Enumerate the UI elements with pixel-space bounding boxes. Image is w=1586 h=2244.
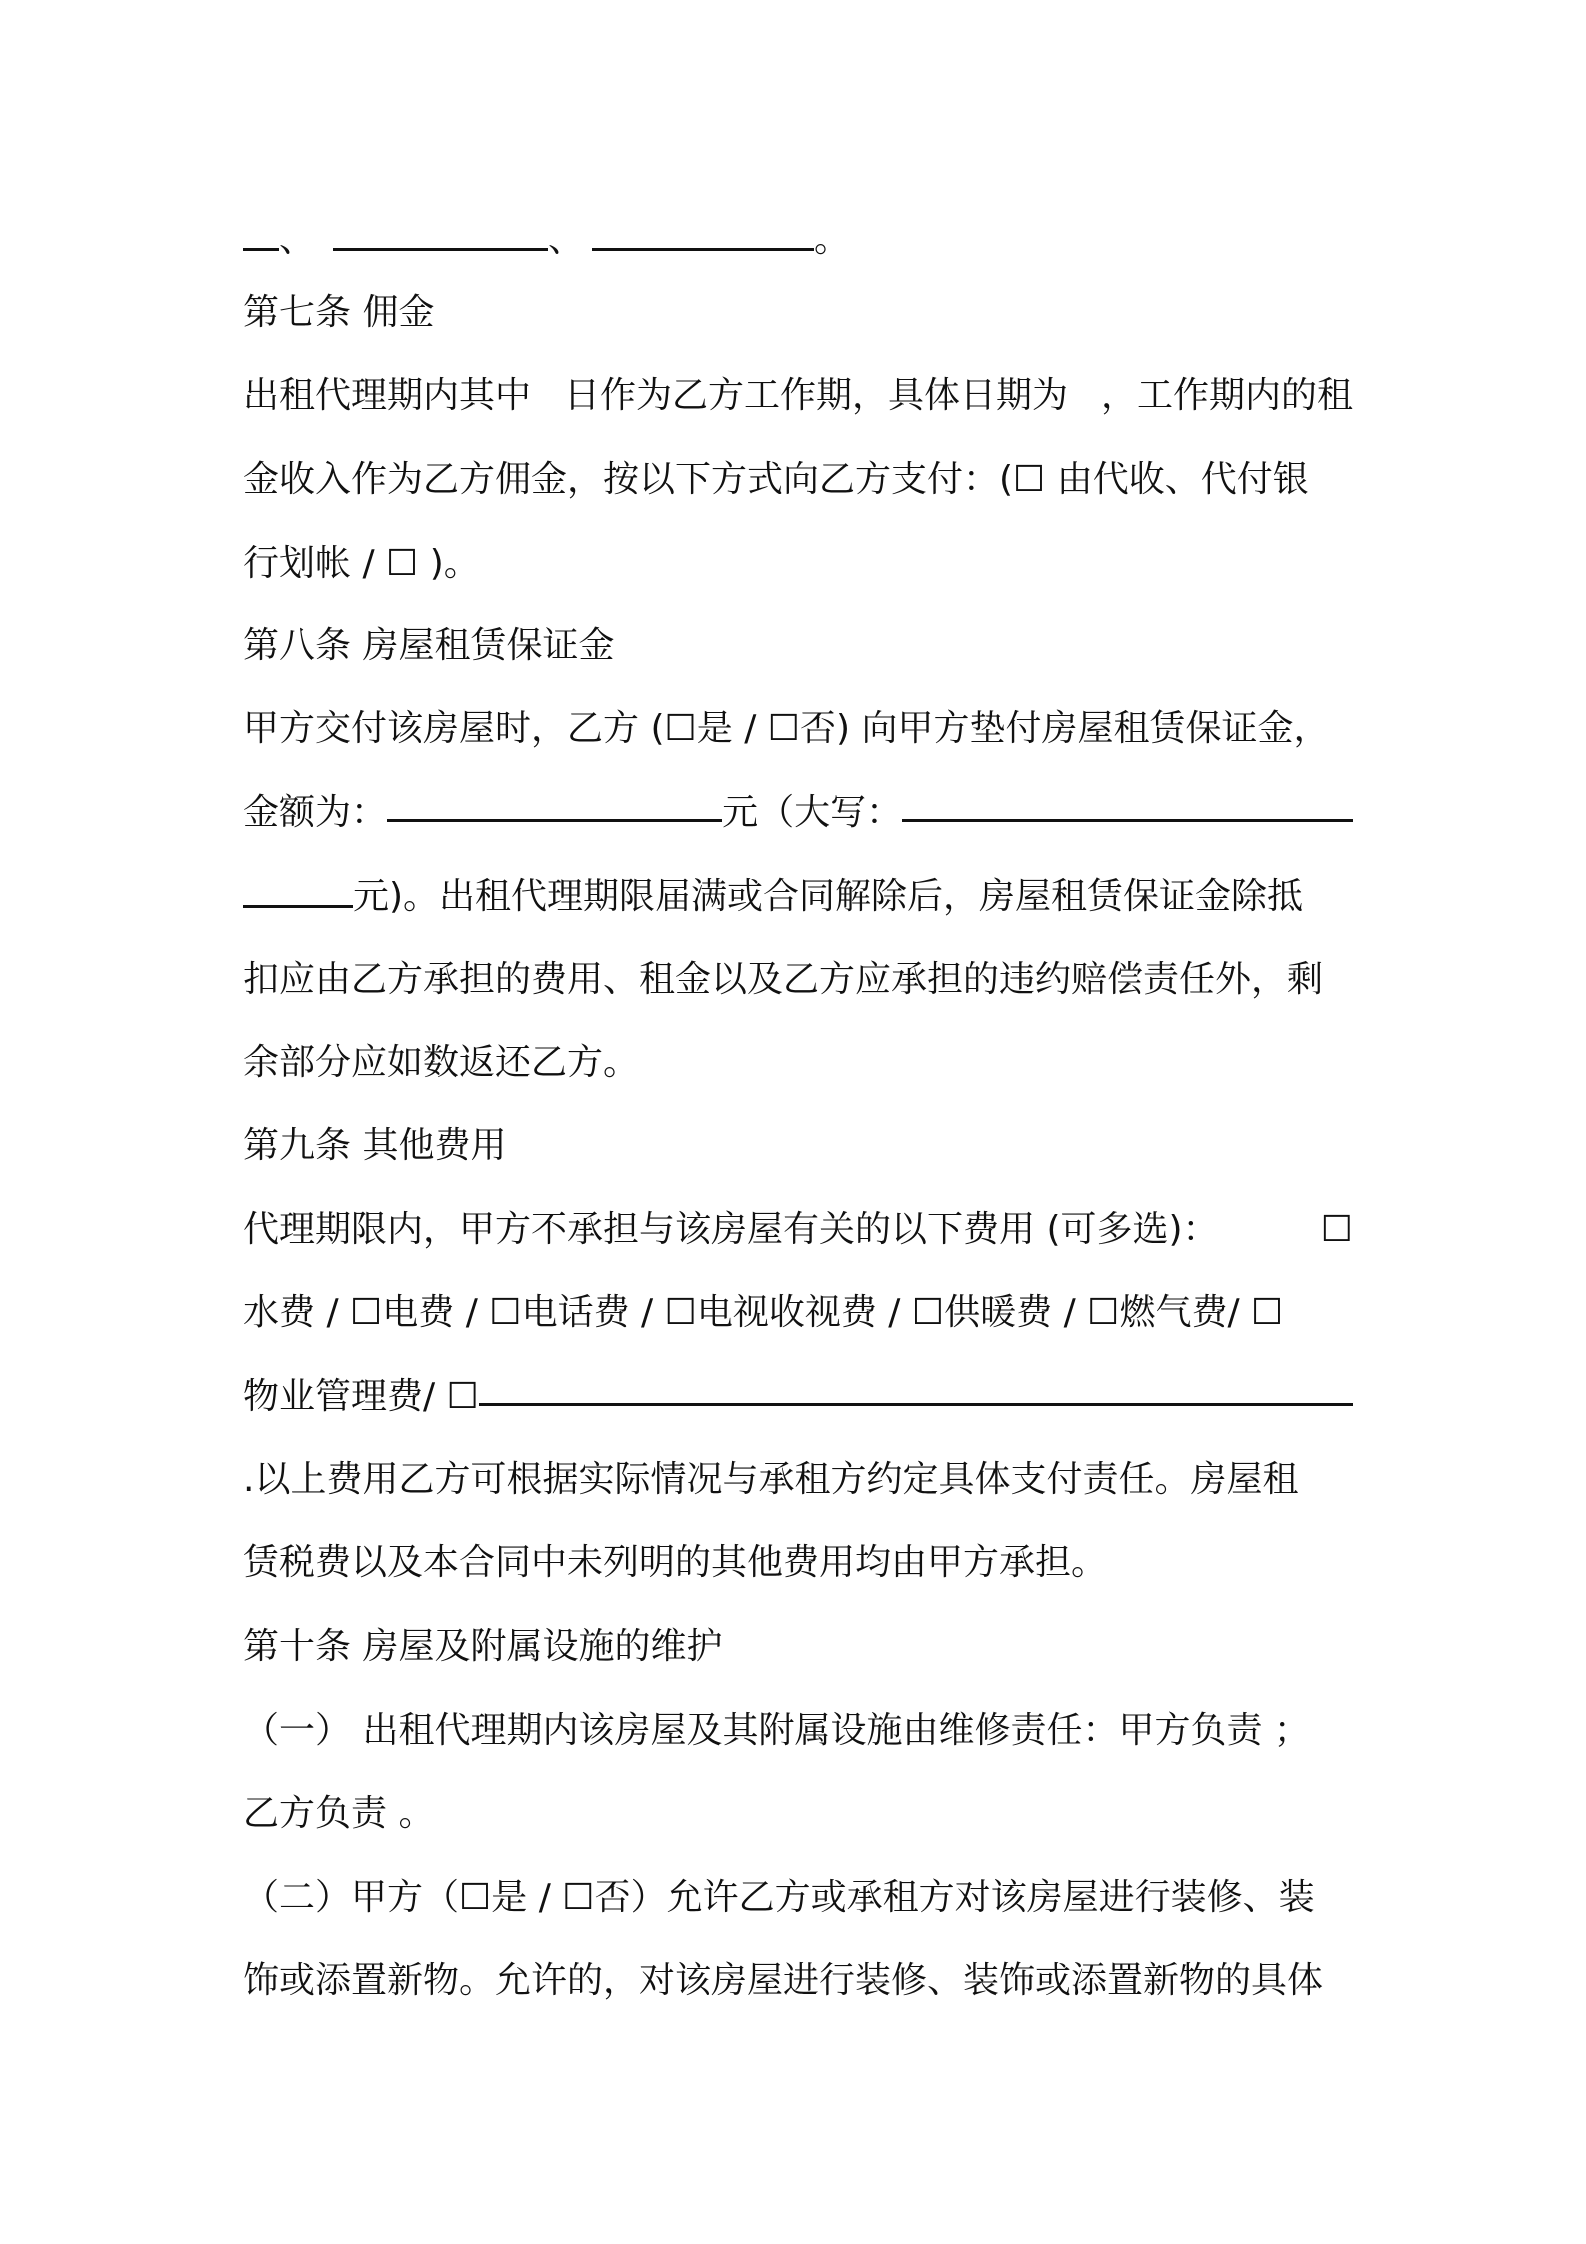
article-10-line-3: （二）甲方（☐是 / ☐否）允许乙方或承租方对该房屋进行装修、装 [243, 1877, 1315, 1918]
article-8-line-5: 余部分应如数返还乙方。 [243, 1042, 640, 1083]
article-10-title: 第十条 房屋及附属设施的维护 [243, 1626, 723, 1667]
article-9-line-1 [243, 1206, 1353, 1254]
article-8-line-1: 甲方交付该房屋时，乙方 (☐是 / ☐否) 向甲方垫付房屋租赁保证金， [243, 708, 1330, 749]
article-7-line-1 [243, 372, 1353, 420]
amount-words-blank [902, 789, 1353, 822]
article-7-line-2: 金收入作为乙方佣金，按以下方式向乙方支付：(☐ 由代收、代付银 [243, 459, 1309, 500]
separator: 、 [279, 219, 316, 260]
article-9-line-2: 水费 / ☐电费 / ☐电话费 / ☐电视收视费 / ☐供暖费 / ☐燃气费/ ☐ [243, 1292, 1284, 1333]
other-fee-blank [479, 1373, 1353, 1406]
article-9-line-5: 赁税费以及本合同中未列明的其他费用均由甲方承担。 [243, 1542, 1108, 1583]
blank-field [592, 218, 814, 251]
article-8-line-4: 扣应由乙方承担的费用、租金以及乙方应承担的违约赔偿责任外，剩 [243, 959, 1324, 1000]
separator: 、 [548, 219, 585, 260]
article-9-line-3 [243, 1373, 1353, 1421]
article-10-line-2: 乙方负责 。 [243, 1793, 435, 1834]
text-run: 代理期限内，甲方不承担与该房屋有关的以下费用 (可多选)： [243, 1209, 1219, 1250]
article-9-title: 第九条 其他费用 [243, 1125, 507, 1166]
blank-field [333, 218, 548, 251]
article-9-line-4: .以上费用乙方可根据实际情况与承租方约定具体支付责任。房屋租 [243, 1459, 1299, 1500]
text-run: 物业管理费/ ☐ [243, 1376, 479, 1417]
text-run: 日作为乙方工作期，具体日期为 [563, 375, 1068, 416]
article-7-line-3: 行划帐 / ☐ )。 [243, 543, 480, 584]
text-run: 元)。出租代理期限届满或合同解除后，房屋租赁保证金除抵 [353, 876, 1304, 917]
blank-field [243, 218, 279, 251]
text-run: ，工作期内的租 [1100, 375, 1353, 416]
blank-list-line [243, 216, 1353, 264]
amount-blank [387, 789, 722, 822]
article-10-line-1: （一） 出租代理期内该房屋及其附属设施由维修责任：甲方负责 ； [243, 1710, 1310, 1751]
article-8-line-2 [243, 789, 1353, 837]
text-run: 元（大写： [722, 792, 903, 833]
text-run: 出租代理期内其中 [243, 375, 532, 416]
article-8-line-3 [243, 873, 1353, 921]
checkbox: ☐ [1320, 1209, 1353, 1250]
article-7-title: 第七条 佣金 [243, 292, 435, 333]
article-8-title: 第八条 房屋租赁保证金 [243, 625, 615, 666]
amount-words-blank-cont [243, 875, 353, 908]
period: 。 [814, 219, 851, 260]
text-run: 金额为： [243, 792, 388, 833]
article-10-line-4: 饰或添置新物。允许的，对该房屋进行装修、装饰或添置新物的具体 [243, 1960, 1324, 2001]
